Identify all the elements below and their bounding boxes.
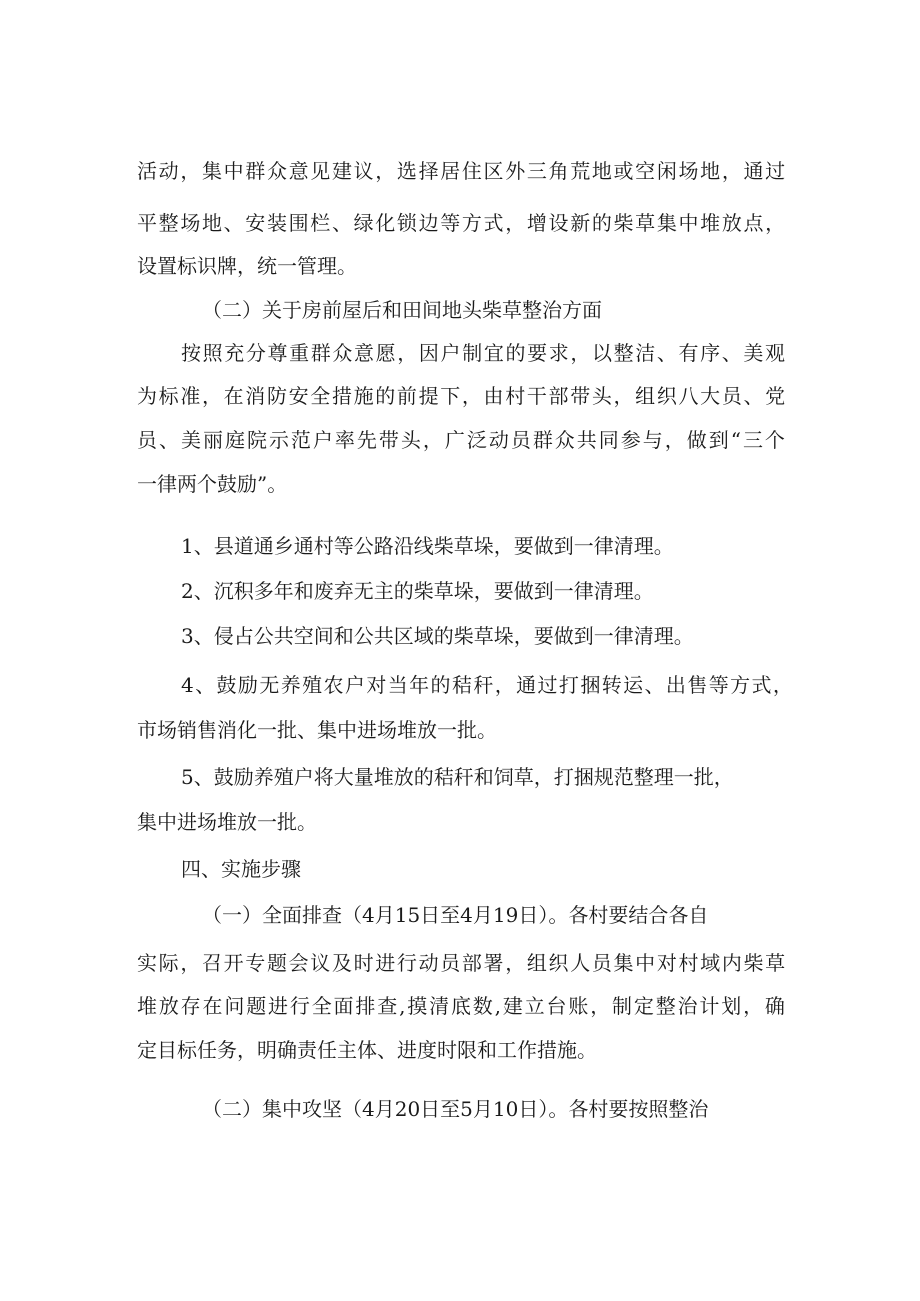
body-text-line: 活动，集中群众意见建议，选择居住区外三角荒地或空闲场地，通过 — [137, 159, 787, 183]
body-text-line: 实际，召开专题会议及时进行动员部署，组织人员集中对村域内柴草 — [137, 951, 787, 975]
body-text-line: 定目标任务，明确责任主体、进度时限和工作措施。 — [137, 1038, 597, 1062]
list-item: 3、侵占公共空间和公共区域的柴草垛，要做到一律清理。 — [181, 624, 694, 648]
section-heading: 四、实施步骤 — [181, 857, 301, 881]
list-item: 2、沉积多年和废弃无主的柴草垛，要做到一律清理。 — [181, 579, 654, 603]
body-text-line: 按照充分尊重群众意愿，因户制宜的要求，以整洁、有序、美观 — [181, 341, 787, 365]
body-text-line: （二）集中攻坚（4月20日至5月10日）。各村要按照整治 — [202, 1097, 709, 1121]
body-text-line: 堆放存在问题进行全面排查,摸清底数,建立台账，制定整治计划，确 — [137, 994, 787, 1018]
list-item-continuation: 集中进场堆放一批。 — [137, 810, 317, 834]
list-item-continuation: 市场销售消化一批、集中进场堆放一批。 — [137, 718, 497, 742]
list-item: 1、县道通乡通村等公路沿线柴草垛，要做到一律清理。 — [181, 534, 674, 558]
body-text-line: 为标准，在消防安全措施的前提下，由村干部带头，组织八大员、党 — [137, 384, 787, 408]
body-text-line: 一律两个鼓励”。 — [137, 472, 288, 496]
body-text-line: （一）全面排查（4月15日至4月19日）。各村要结合各自 — [202, 903, 709, 927]
body-text-line: 员、美丽庭院示范户率先带头，广泛动员群众共同参与，做到“三个 — [137, 428, 787, 452]
section-heading: （二）关于房前屋后和田间地头柴草整治方面 — [202, 298, 602, 322]
body-text-line: 平整场地、安装围栏、绿化锁边等方式，增设新的柴草集中堆放点， — [137, 211, 787, 235]
body-text-line: 设置标识牌，统一管理。 — [137, 254, 357, 278]
list-item: 4、鼓励无养殖农户对当年的秸秆，通过打捆转运、出售等方式， — [181, 673, 795, 697]
list-item: 5、鼓励养殖户将大量堆放的秸秆和饲草，打捆规范整理一批， — [181, 765, 734, 789]
